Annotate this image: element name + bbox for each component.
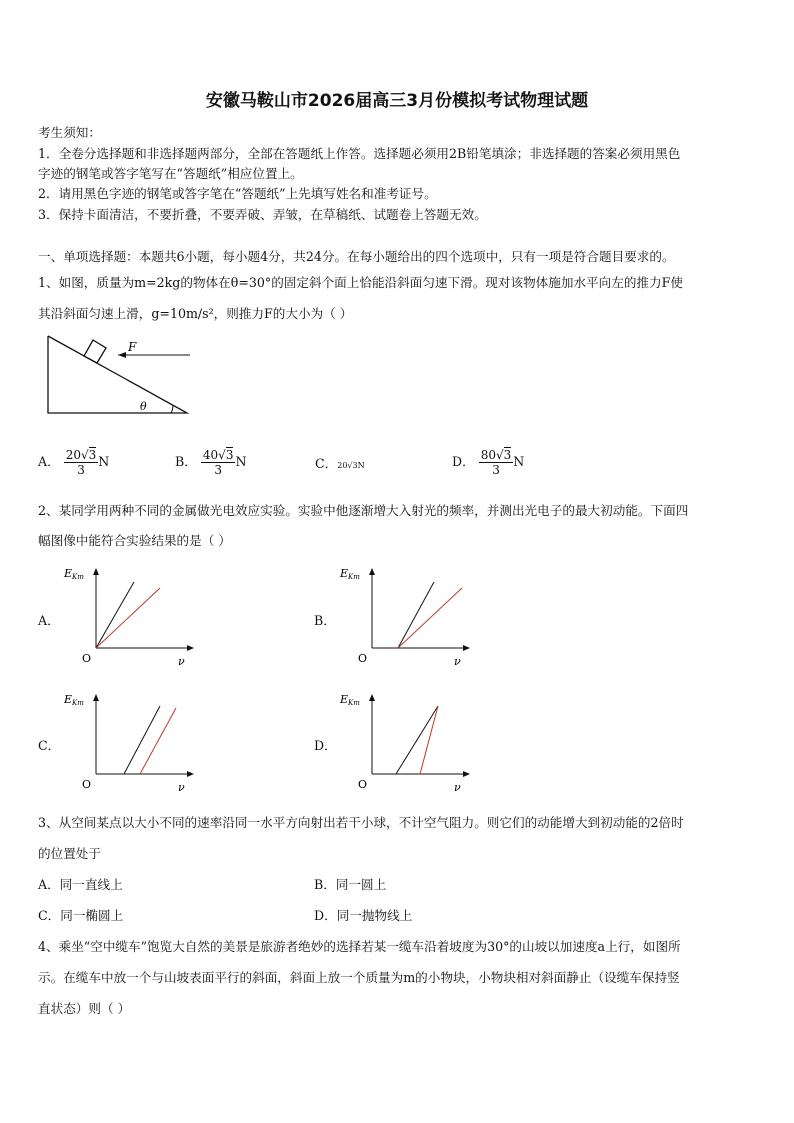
block [84, 340, 106, 363]
svg-text:O: O [82, 652, 92, 665]
svg-text:EKm: EKm [340, 693, 360, 707]
graph-c-label: C． [38, 738, 61, 753]
q1-option-a: A． $\frac{20√3}{3}$ N [38, 448, 110, 477]
notice-heading: 考生须知： [38, 125, 101, 140]
notice-item: 3．保持卡面清洁，不要折叠，不要弄破、弄皱，在草稿纸、试题卷上答题无效。 [38, 207, 487, 222]
q3-option-b: B．同一圆上 [314, 877, 387, 892]
metal-1-line [398, 582, 434, 648]
svg-text:O: O [358, 778, 368, 791]
metal-2-line [420, 706, 438, 774]
svg-text:O: O [82, 778, 92, 791]
notice-item: 1．全卷分选择题和非选择题两部分，全部在答题纸上作答。选择题必须用2B铅笔填涂；非选择题的答案必须用黑色 [38, 146, 681, 161]
q1-option-b: B． $\frac{40√3}{3}$ N [175, 448, 247, 477]
graph-a-label: A． [38, 613, 60, 628]
q1-incline-figure [40, 330, 200, 420]
notice-item: 2．请用黑色字迹的钢笔或答字笔在“答题纸”上先填写姓名和准考证号。 [38, 186, 437, 201]
q3-option-a: A．同一直线上 [38, 877, 123, 892]
q2-text: 幅图像中能符合实验结果的是（ ） [38, 533, 231, 548]
graph-a [60, 560, 200, 672]
q1-option-d: D． $\frac{80√3}{3}$ N [452, 448, 525, 477]
svg-text:O: O [358, 652, 368, 665]
svg-text:EKm: EKm [340, 567, 360, 581]
q3-option-c: C．同一椭圆上 [38, 908, 124, 923]
incline-outline [48, 336, 187, 413]
q1-option-c: C．20√3N [315, 456, 365, 471]
svg-text:ν: ν [454, 781, 461, 794]
q4-text: 4、乘坐“空中缆车”饱览大自然的美景是旅游者绝妙的选择若某一缆车沿着坡度为30°的山坡以加速度a上行，如图所 [38, 939, 681, 954]
q4-text: 直状态）则（ ） [38, 1001, 131, 1016]
notice-item: 字迹的钢笔或答字笔写在“答题纸”相应位置上。 [38, 166, 303, 181]
q1-text: 其沿斜面匀速上滑，g=10m/s²，则推力F的大小为（ ） [38, 306, 353, 321]
graph-d [336, 686, 476, 798]
svg-text:ν: ν [454, 655, 461, 668]
graph-b [336, 560, 476, 672]
metal-1-line [96, 582, 134, 648]
graph-b-label: B． [314, 613, 336, 628]
svg-text:ν: ν [178, 781, 185, 794]
page-title: 安徽马鞍山市2026届高三3月份模拟考试物理试题 [205, 91, 589, 111]
metal-2-line [398, 588, 462, 648]
svg-text:EKm: EKm [64, 693, 84, 707]
angle-arc [171, 405, 173, 413]
section-heading: 一、单项选择题：本题共6小题，每小题4分，共24分。在每小题给出的四个选项中，只有一项是符合题目要求的。 [38, 249, 675, 264]
metal-2-line [96, 588, 160, 648]
q3-text: 3、从空间某点以大小不同的速率沿同一水平方向射出若干小球，不计空气阻力。则它们的动能增大到初动能的2倍时 [38, 815, 684, 830]
q3-option-d: D．同一抛物线上 [314, 908, 413, 923]
q4-text: 示。在缆车中放一个与山坡表面平行的斜面，斜面上放一个质量为m的小物块，小物块相对斜面静止（设缆车保持竖 [38, 970, 680, 985]
metal-1-line [124, 706, 160, 774]
metal-1-line [396, 706, 438, 774]
q2-text: 2、某同学用两种不同的金属做光电效应实验。实验中他逐渐增大入射光的频率，并测出光电子的最大初动能。下面四 [38, 503, 689, 518]
graph-c [60, 686, 200, 798]
svg-text:EKm: EKm [64, 567, 84, 581]
graph-d-label: D． [314, 738, 337, 753]
metal-2-line [140, 708, 176, 774]
q3-text: 的位置处于 [38, 846, 101, 861]
svg-text:ν: ν [178, 655, 185, 668]
angle-label: θ [140, 400, 147, 413]
q1-text: 1、如图，质量为m=2kg的物体在θ=30°的固定斜个面上恰能沿斜面匀速下滑。现对该物体施加水平向左的推力F使 [38, 275, 683, 290]
force-label: F [128, 340, 137, 354]
